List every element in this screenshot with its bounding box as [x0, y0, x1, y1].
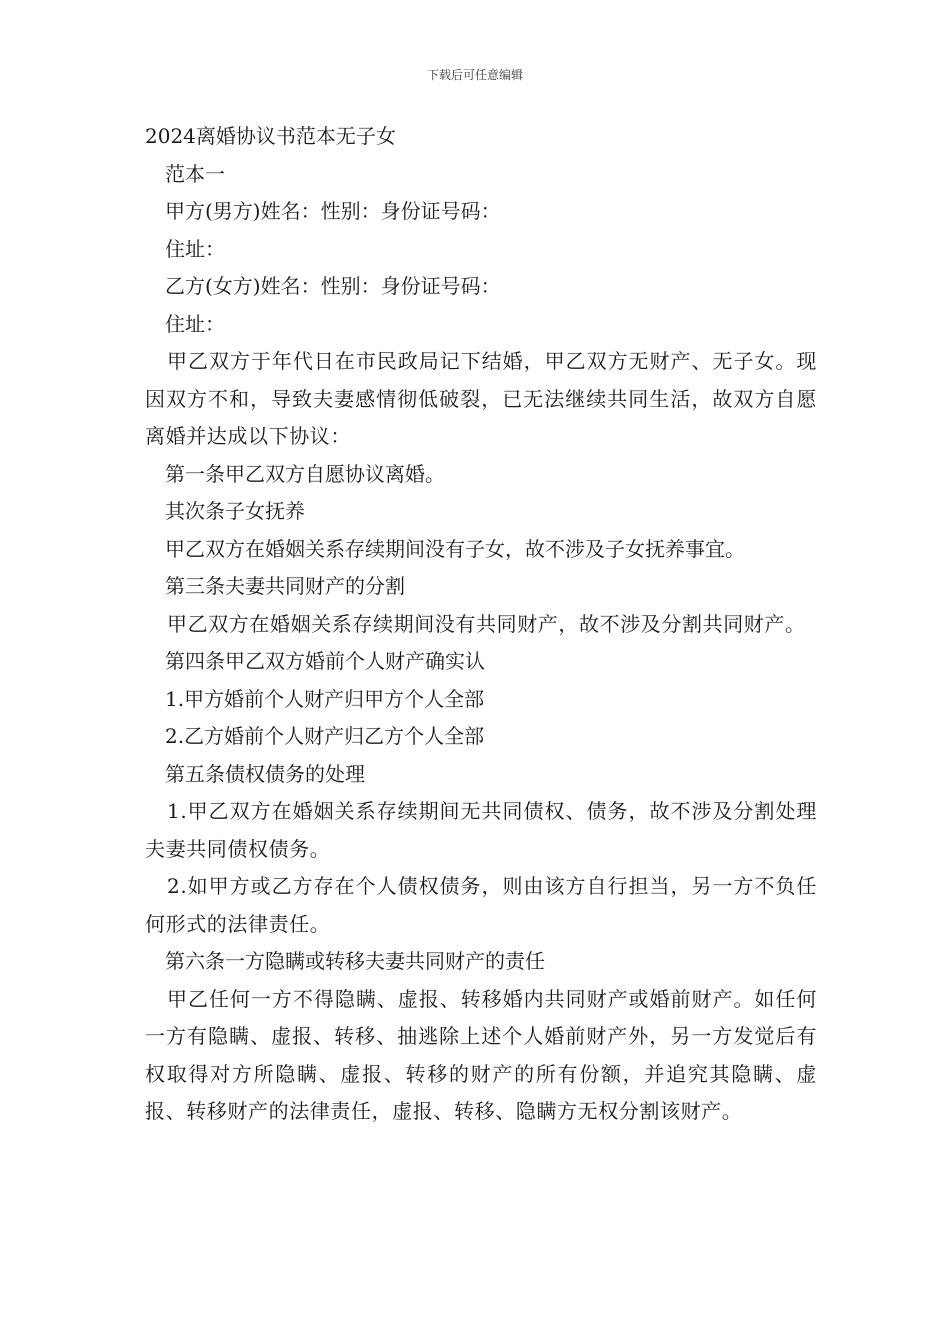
sample-label: 范本一 [165, 161, 225, 186]
article-2-body: 甲乙双方在婚姻关系存续期间没有子女，故不涉及子女抚养事宜。 [165, 536, 745, 561]
document-title: 2024离婚协议书范本无子女 [145, 124, 396, 148]
party-a-address: 住址： [165, 236, 225, 261]
party-a-info: 甲方(男方)姓名：性别：身份证号码： [165, 199, 501, 223]
page-header-note: 下载后可任意编辑 [426, 68, 523, 82]
article-6-title: 第六条一方隐瞒或转移夫妻共同财产的责任 [165, 949, 545, 973]
article-5-item-2: 2.如甲方或乙方存在个人债权债务，则由该方自行担当，另一方不负任何形式的法律责任。 [145, 874, 817, 936]
article-3-body: 甲乙双方在婚姻关系存续期间没有共同财产，故不涉及分割共同财产。 [167, 611, 806, 636]
article-3-title: 第三条夫妻共同财产的分割 [165, 574, 405, 598]
party-b-address: 住址： [165, 311, 225, 336]
article-1: 第一条甲乙双方自愿协议离婚。 [165, 461, 445, 486]
article-6-body: 甲乙任何一方不得隐瞒、虚报、转移婚内共同财产或婚前财产。如任何一方有隐瞒、虚报、转移、抽逃除上述个人婚前财产外，另一方发觉后有权取得对方所隐瞒、虚报、转移的财产的所有份额，并追究其隐瞒、虚报、转移财产的法律责任，虚报、转移、隐瞒方无权分割该财产。 [145, 986, 817, 1123]
article-2-title: 其次条子女抚养 [165, 499, 305, 523]
party-b-info: 乙方(女方)姓名：性别：身份证号码： [165, 274, 501, 298]
intro-paragraph: 甲乙双方于年代日在市民政局记下结婚，甲乙双方无财产、无子女。现因双方不和，导致夫妻感情彻低破裂，已无法继续共同生活，故双方自愿离婚并达成以下协议： [145, 349, 817, 448]
article-4-item-1: 1.甲方婚前个人财产归甲方个人全部 [165, 686, 485, 711]
article-5-title: 第五条债权债务的处理 [165, 761, 365, 786]
article-4-item-2: 2.乙方婚前个人财产归乙方个人全部 [165, 724, 485, 748]
article-5-item-1: 1.甲乙双方在婚姻关系存续期间无共同债权、债务，故不涉及分割处理夫妻共同债权债务。 [145, 799, 817, 861]
document-body [145, 118, 817, 1131]
article-4-title: 第四条甲乙双方婚前个人财产确实认 [165, 649, 485, 673]
